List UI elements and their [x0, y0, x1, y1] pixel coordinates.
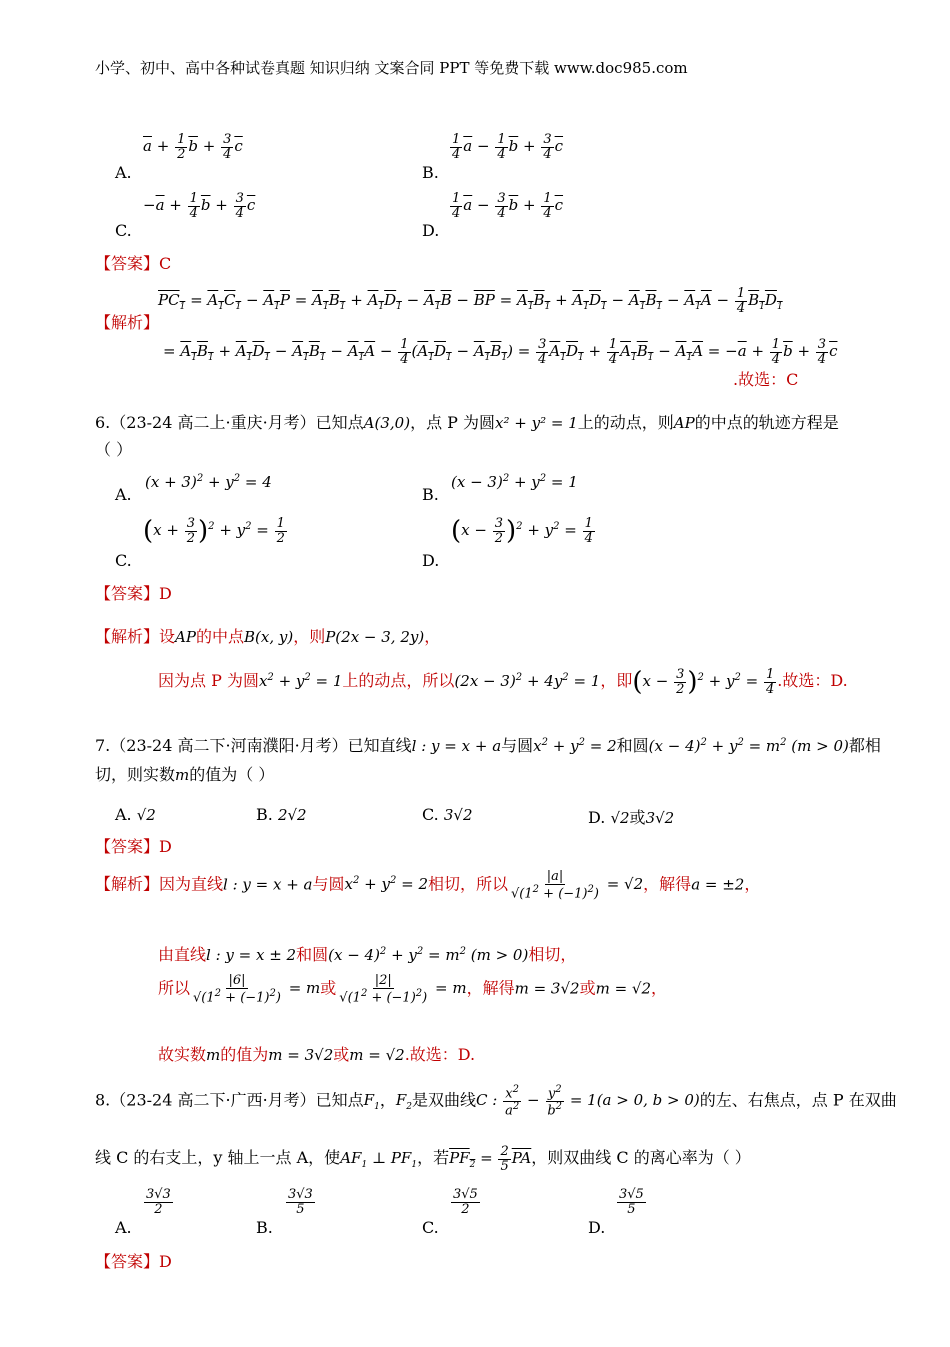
- q7-analysis-line3: 所以 $\frac{|6|}{√(1^2 + (-1)^2)}$ = m或 $\frac{|2|}{√(1^2 + (-1)^2)}$ = m，解得m = 3√2或m = √2，: [158, 973, 668, 1005]
- q8-option-c-label: C.: [422, 1218, 439, 1237]
- q7-option-b: B. 2√2: [256, 805, 307, 824]
- q6-paren: （ ）: [95, 440, 133, 459]
- q6-analysis-line1: 【解析】设AP的中点B(x, y)，则P(2x − 3, 2y)，: [95, 627, 441, 646]
- q8-stem-line2: 线 C 的右支上，y 轴上一点 A，使$AF_1$ ⊥ $PF_1$，若$PF_2$ = $\frac{2}{5}$ $\overline{PA}$，则双曲线 C 的离心率为（ ）: [95, 1144, 751, 1174]
- q5-conclusion: .故选：C: [733, 370, 799, 389]
- q5-analysis-line1: $PC_1 = A_1C_1 - A_1P = A_1B_1 + A_1D_1 - A_1B - \overline{BP} = A_1B_1 + A_1D_1 - A_1B_1 - A_1A$ − $\frac{1}{4}$ $B_1D_1$: [158, 286, 783, 316]
- q5-option-c-expr: $-\overline{a}$ + $\frac{1}{4}$ $\overline{b}$ + $\frac{3}{4}$ $\overline{c}$: [143, 191, 256, 221]
- q8-option-a-expr: $\frac{3√3}{2}$: [146, 1187, 171, 1217]
- q5-answer: 【答案】C: [95, 254, 172, 273]
- q7-analysis-line1: 【解析】因为直线l : y = x + a与圆$x^2 + y^2 = 2$相切，所以 $\frac{|a|}{√(1^2 + (-1)^2)}$ = √2，解得a = ±2，: [95, 869, 761, 901]
- q6-stem: 6.（23-24 高二上·重庆·月考）已知点A(3,0)，点 P 为圆x² + y² = 1上的动点，则AP的中点的轨迹方程是: [95, 413, 839, 432]
- q7-answer: 【答案】D: [95, 837, 172, 856]
- q5-option-c-label: C.: [115, 221, 132, 240]
- q6-answer: 【答案】D: [95, 584, 172, 603]
- q6-analysis-line2: 因为点 P 为圆$x^2 + y^2 = 1$上的动点，所以$(2x - 3)^2 + 4y^2 = 1$，即(x − $\frac{3}{2}$ )$^2 + y^2$ = $\frac{1}{4}$ .故选：D.: [158, 666, 848, 697]
- q8-option-b-expr: $\frac{3√3}{5}$: [288, 1187, 313, 1217]
- q8-option-d-expr: $\frac{3√5}{5}$: [619, 1187, 644, 1217]
- q7-stem-line1: 7.（23-24 高二下·河南濮阳·月考）已知直线l : y = x + a与圆$x^2 + y^2 = 2$和圆$(x - 4)^2 + y^2 = m^2$ (m > 0)都相: [95, 736, 881, 755]
- q6-option-c-expr: (x + $\frac{3}{2}$ )$^2 + y^2$ = $\frac{1}{2}$: [143, 515, 285, 546]
- q7-option-d: D. √2或3√2: [588, 808, 675, 827]
- q6-option-a-label: A.: [115, 485, 132, 504]
- q6-option-b-label: B.: [422, 485, 439, 504]
- q6-option-d-label: D.: [422, 551, 440, 570]
- q5-option-d-expr: $\frac{1}{4}$ $\overline{a}$ − $\frac{3}{4}$ $\overline{b}$ + $\frac{1}{4}$ $\overline{c}$: [452, 191, 564, 221]
- q8-option-d-label: D.: [588, 1218, 606, 1237]
- q6-option-b-expr: $(x - 3)^2 + y^2 = 1$: [451, 473, 578, 491]
- q5-option-b-expr: $\frac{1}{4}$ $\overline{a}$ − $\frac{1}{4}$ $\overline{b}$ + $\frac{3}{4}$ $\overline{c}$: [452, 132, 564, 162]
- q5-option-a-expr: $\overline{a}$ + $\frac{1}{2}$ $\overline{b}$ + $\frac{3}{4}$ $\overline{c}$: [143, 132, 243, 162]
- q8-option-c-expr: $\frac{3√5}{2}$: [453, 1187, 478, 1217]
- q5-option-b-label: B.: [422, 163, 439, 182]
- q7-stem-line2: 切，则实数m的值为（ ）: [95, 765, 275, 784]
- q5-analysis-tag: 【解析】: [95, 313, 160, 332]
- q7-analysis-line4: 故实数m的值为m = 3√2或m = √2.故选：D.: [158, 1045, 476, 1064]
- q8-option-a-label: A.: [115, 1218, 132, 1237]
- q5-analysis-line2: = $A_1B_1 + A_1D_1 - A_1B_1 - A_1A$ − $\frac{1}{4}$ $(A_1D_1 - A_1B_1)$ = $\frac{3}{4}$ $A_1D_1$ + $\frac{1}{4}$ $A_1B_1 - A_1A = -\overline{a}$ + $\frac{1}{4}$ $\overline{b}$ + $\frac{3}{4}$ $\overline{c}$: [163, 337, 838, 367]
- q8-stem-line1: 8.（23-24 高二下·广西·月考）已知点$F_1$，$F_2$是双曲线C : $\frac{x^2}{a^2}$ − $\frac{y^2}{b^2}$ = 1(a > 0, b > 0)的左、右焦点，点 P 在双曲: [95, 1084, 897, 1119]
- q6-option-a-expr: $(x + 3)^2 + y^2 = 4$: [145, 473, 272, 491]
- q8-option-b-label: B.: [256, 1218, 273, 1237]
- q7-option-c: C. 3√2: [422, 805, 473, 824]
- page-header: 小学、初中、高中各种试卷真题 知识归纳 文案合同 PPT 等免费下载 www.doc985.com: [95, 59, 688, 77]
- q5-option-a-label: A.: [115, 163, 132, 182]
- q7-option-a: A. √2: [115, 805, 156, 824]
- q7-analysis-line2: 由直线l : y = x ± 2和圆$(x - 4)^2 + y^2 = m^2$ (m > 0)相切，: [158, 945, 577, 964]
- q6-option-d-expr: (x − $\frac{3}{2}$ )$^2 + y^2$ = $\frac{1}{4}$: [451, 515, 593, 546]
- q8-answer: 【答案】D: [95, 1252, 172, 1271]
- q6-option-c-label: C.: [115, 551, 132, 570]
- q5-option-d-label: D.: [422, 221, 440, 240]
